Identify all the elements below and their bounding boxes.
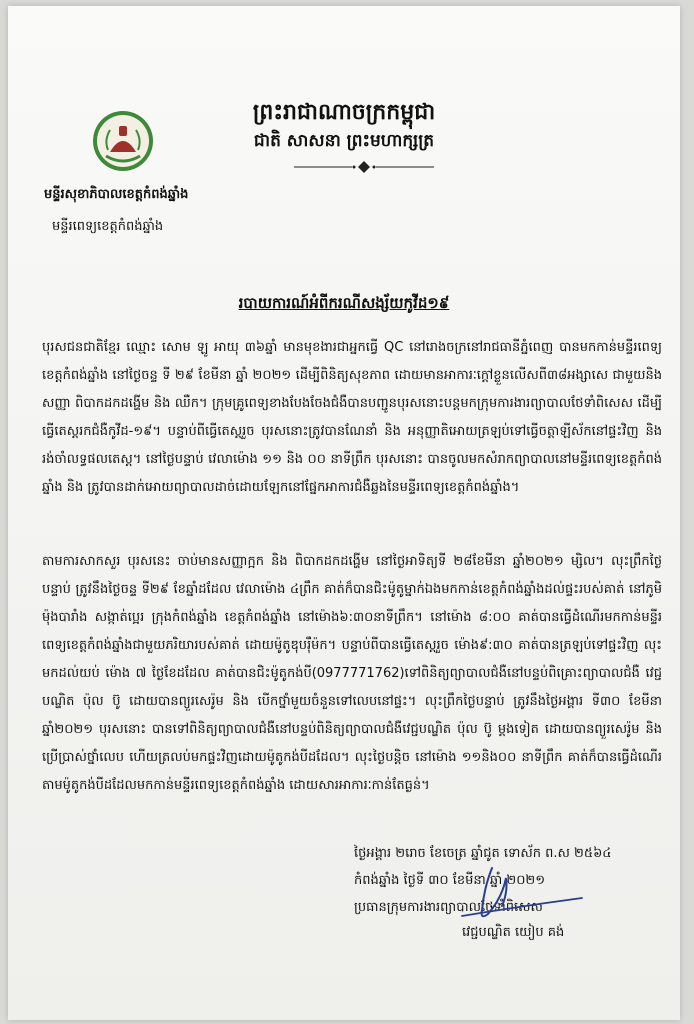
provincial-hospital: មន្ទីរពេទ្យខេត្តកំពង់ឆ្នាំង	[52, 219, 164, 234]
signer-position: ប្រធានក្រុមការងារព្យាបាលថែទាំពិសេស	[354, 900, 543, 915]
ornament-divider	[294, 160, 434, 174]
handwritten-signature	[422, 858, 622, 928]
report-paragraph-2: តាមការសាកសួរ បុរសនេះ ចាប់មានសញ្ញាក្អក និង ពិបាកដកដង្ហើម នៅថ្ងៃអាទិត្យទី ២៨ខែមីនា ឆ្នាំ២០២១ ម្សិល។ លុះព្រឹកថ្ងៃបន្ទាប់ ត្រូវនឹងថ្ងៃចន្ទ ទី២៩ ខែឆ្នាំដដែល វេលាម៉ោង ៤ព្រឹក គាត់ក៏បានជិះម៉ូតូម្នាក់ឯងមកកាន់ខេត្តកំពង់ឆ្នាំងដល់ផ្ទះរបស់គាត់ នៅភូមិម៉ុងបារាំង សង្កាត់ប្អេរ ក្រុងកំពង់ឆ្នាំង ខេត្តកំពង់ឆ្នាំង នៅម៉ោង៦:៣០នាទីព្រឹក។ នៅម៉ោង ៨:០០ គាត់បានធ្វើដំណើរមកកាន់មន្ទីរពេទ្យខេត្តកំពង់ឆ្នាំងជាមួយភរិយារបស់គាត់ ដោយម៉ូតូឌុបរ៉ឺម៉ក។ បន្ទាប់ពីបានធ្វើតេស្តរួច ម៉ោង៩:៣០ គាត់បានត្រឡប់ទៅផ្ទះវិញ លុះមកដល់យប់ ម៉ោង ៧ ថ្ងៃខែដដែល គាត់បានជិះម៉ូតូកង់បី(0977771762)ទៅពិនិត្យព្យាបាលជំងឺនៅបន្ទប់ពិគ្រោះព្យាបាលជំងឺ វេជ្ជបណ្ឌិត ប៉ុល ប៊ូ ដោយបានព្យួរសេរ៉ូម និង បើកថ្នាំមួយចំនួនទៅលេបនៅផ្ទះ។ លុះព្រឹកថ្ងៃបន្ទាប់ ត្រូវនឹងថ្ងៃអង្គារ ទី៣០ ខែមីនា ឆ្នាំ២០២១ បុរសនោះ បានទៅពិនិត្យព្យាបាលជំងឺនៅបន្ទប់ពិនិត្យព្យាបាលជំងឺវេជ្ជបណ្ឌិត ប៉ុល ប៊ូ ម្តងទៀត ដោយបានព្យួរសេរ៉ូម និង ប្រើប្រាស់ថ្នាំលេប ហើយត្រលប់មកផ្ទះវិញដោយម៉ូតូកង់បីដដែល។ លុះថ្ងៃបន្តិច នៅម៉ោង ១១និង០០ នាទីព្រឹក គាត់ក៏បានធ្វើដំណើរតាមម៉ូតូកង់បីដដែលមកកាន់មន្ទីរពេទ្យខេត្តកំពង់ឆ្នាំង ដោយសារអាការៈកាន់តែធ្ងន់។	[42, 554, 662, 793]
lunar-date: ថ្ងៃអង្គារ ២រោច ខែចេត្រ ឆ្នាំជូត ទោស័ក ព.ស ២៥៦៤	[354, 846, 612, 861]
kingdom-heading: ព្រះរាជាណាចក្រកម្ពុជា	[252, 100, 436, 125]
solar-date: កំពង់ឆ្នាំង ថ្ងៃទី ៣០ ខែមីនា ឆ្នាំ ២០២១	[354, 873, 546, 888]
provincial-health-department: មន្ទីរសុខាភិបាលខេត្តកំពង់ឆ្នាំង	[44, 187, 189, 202]
document-page	[8, 6, 680, 1020]
report-paragraph-1: បុរសជនជាតិខ្មែរ ឈ្មោះ សោម ឡូ អាយុ ៣៦ឆ្នាំ មានមុខងារជាអ្នកធ្វើ QC នៅរោងចក្រនៅរាជធានីភ្នំពេញ បានមកកាន់មន្ទីរពេទ្យខេត្តកំពង់ឆ្នាំង នៅថ្ងៃចន្ទ ទី ២៩ ខែមីនា ឆ្នាំ ២០២១ ដើម្បីពិនិត្យសុខភាព ដោយមានអាការៈក្តៅខ្លួនលើសពី៣៨អង្សាសេ ជាមួយនិងសញ្ញា ពិបាកដកដង្ហើម និង ឈឺក។ ក្រុមគ្រូពេទ្យខាងបែងចែងជំងឺបានបញ្ជូនបុរសនោះបន្តមកក្រុមការងារព្យាបាលថែទាំពិសេស ដើម្បីធ្វើតេស្តរកជំងឺកូវីដ-១៩។ បន្ទាប់ពីធ្វើតេស្តរួច បុរសនោះត្រូវបានណែនាំ និង អនុញ្ញាតិអោយត្រឡប់ទៅធ្វើចត្តាឡីស័កនៅផ្ទះវិញ និង រង់ចាំលទ្ធផលតេស្ត។ នៅថ្ងៃបន្ទាប់ វេលាម៉ោង ១១ និង ០០ នាទីព្រឹក បុរសនោះ បានចូលមកសំរាកព្យាបាលនៅមន្ទីរពេទ្យខេត្តកំពង់ឆ្នាំង និង ត្រូវបានដាក់អោយព្យាបាលដាច់ដោយឡែកនៅផ្នែកអាការជំងឺឆ្លងនៃមន្ទីរពេទ្យខេត្តកំពង់ឆ្នាំង។	[42, 340, 662, 495]
signer-name: វេជ្ជបណ្ឌិត យៀប គង់	[462, 925, 565, 940]
report-title: របាយការណ៍អំពីករណីសង្ស័យកូវីដ១៩	[238, 294, 450, 312]
national-motto: ជាតិ សាសនា ព្រះមហាក្សត្រ	[253, 131, 435, 151]
